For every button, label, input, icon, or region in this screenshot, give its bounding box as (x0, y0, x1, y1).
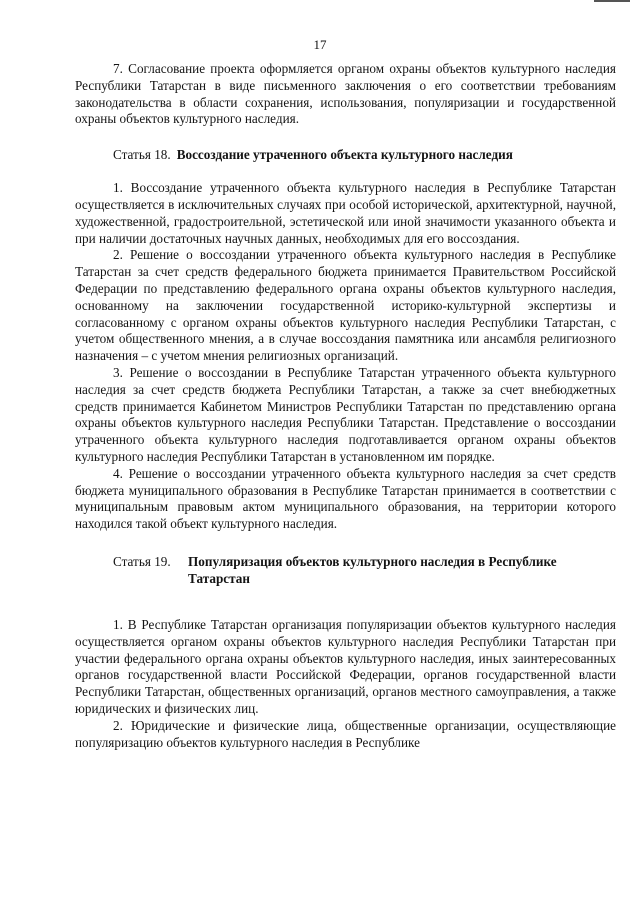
article-19-paragraph: 1. В Республике Татарстан организация популяризации объектов культурного наследия осуществляется органом охраны объектов культурного наследия Республики Татарстан при участии федерального органа охраны объектов культурного наследия, иных заинтересованных органов государственной власти Российской Федерации, органов государственной власти Республики Татарстан, общественных организаций, органов местного самоуправления, а также юридических и физических лиц. (75, 616, 616, 716)
corner-mark (594, 0, 630, 2)
article-number: Статья 19. (113, 553, 171, 569)
page-number: 17 (313, 37, 327, 52)
article-19-paragraph: 2. Юридические и физические лица, общественные организации, осуществляющие популяризацию объектов культурного наследия в Республике (75, 717, 616, 750)
paragraph-7: 7. Согласование проекта оформляется органом охраны объектов культурного наследия Республики Татарстан в виде письменного заключения о его соответствии требованиям законодательства в области сохранения, использования, популяризации и государственной охраны объектов культурного наследия. (75, 61, 616, 127)
article-title: Воссоздание утраченного объекта культурного наследия (176, 147, 513, 163)
article-18-paragraph: 1. Воссоздание утраченного объекта культурного наследия в Республике Татарстан осуществляется в исключительных случаях при особой исторической, архитектурной, научной, художественной, градостроительной, эстетической или иной значимости указанного объекта и при наличии достаточных научных данных, необходимых для его воссоздания. (75, 180, 616, 246)
document-body (75, 61, 616, 751)
article-18-paragraph: 3. Решение о воссоздании в Республике Татарстан утраченного объекта культурного наследия за счет средств бюджета Республики Татарстан, а также за счет внебюджетных средств принимается Кабинетом Министров Республики Татарстан по представлению органа охраны объектов культурного наследия Республики Татарстан. Представление о воссоздании утраченного объекта культурного наследия подготавливается органом охраны объектов культурного наследия Республики Татарстан в установленном им порядке. (75, 364, 616, 464)
article-19-heading (75, 553, 616, 587)
article-18-heading (75, 146, 616, 163)
article-18-paragraph: 2. Решение о воссоздании утраченного объекта культурного наследия в Республике Татарстан за счет средств федерального бюджета принимается Правительством Российской Федерации по представлению федерального органа охраны объектов культурного наследия, основанному на заключении государственной историко-культурной экспертизы и согласованному с органом охраны объектов культурного наследия Республики Татарстан, с учетом общественного мнения, а в случае воссоздания памятника или ансамбля религиозного назначения – с учетом мнения религиозных организаций. (75, 247, 616, 364)
article-title: Популяризация объектов культурного наследия в Республике Татарстан (188, 553, 557, 586)
article-number: Статья 18. (113, 147, 171, 163)
article-18-paragraph: 4. Решение о воссоздании утраченного объекта культурного наследия за счет средств бюджета муниципального образования в Республике Татарстан принимается в соответствии с муниципальным правовым актом муниципального образования, на территории которого находился такой объект культурного наследия. (75, 465, 616, 532)
